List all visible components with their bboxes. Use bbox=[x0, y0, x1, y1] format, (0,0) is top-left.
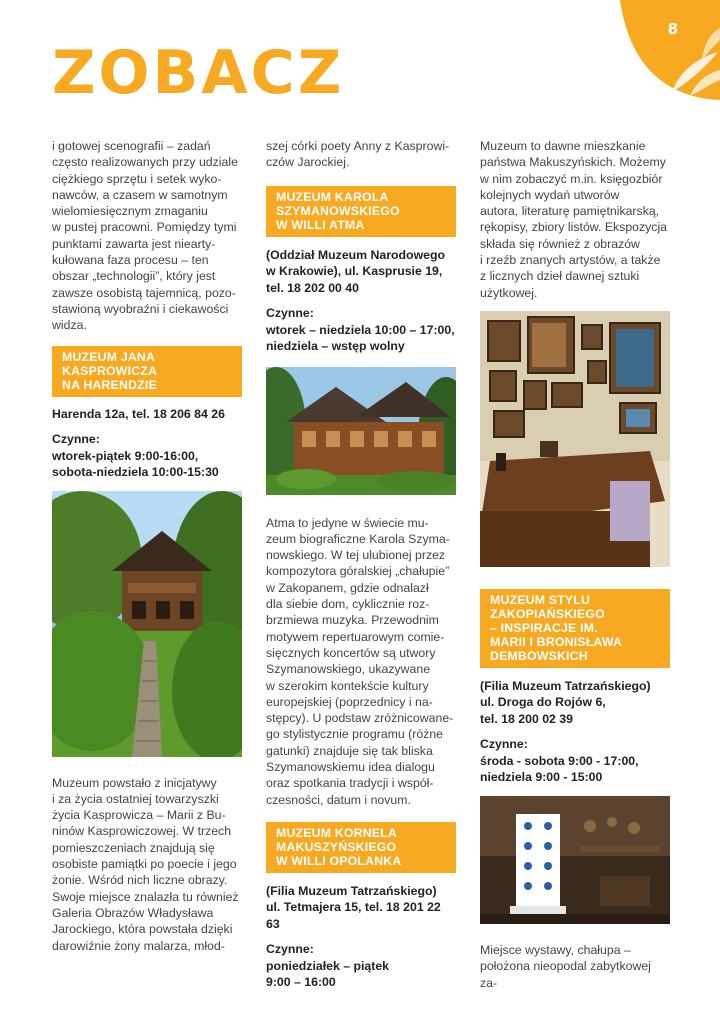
column-middle bbox=[266, 138, 456, 991]
museum-address: (Filia Muzeum Tatrzańskiego) ul. Tetmajera 15, tel. 18 201 22 63 bbox=[266, 883, 441, 931]
museum-heading-kasprowicz: MUZEUM JANA KASPROWICZA NA HARENDZIE bbox=[52, 346, 242, 397]
column-left bbox=[52, 138, 242, 954]
zakopane-style-interior-photo bbox=[480, 796, 670, 924]
harenda-villa-photo bbox=[52, 491, 242, 757]
page-number: 8 bbox=[667, 20, 678, 38]
opening-hours: Czynne: środa - sobota 9:00 - 17:00, niedziela 9:00 - 15:00 bbox=[480, 737, 639, 785]
opening-hours: Czynne: wtorek-piątek 9:00-16:00, sobota-niedziela 10:00-15:30 bbox=[52, 432, 219, 480]
museum-description: Muzeum powstało z inicjatywy i za życia ostatniej towarzyszki życia Kasprowicza – Marii z Bu- ninów Kasprowiczowej. W trzech pomieszczeniach znajdują się osobiste pamiątki po poecie i jego żonie. Wśród nich liczne obrazy. Swoje miejsce znalazła tu również Galeria Obrazów Władysława Jarockiego, która powstała dzięki darowiźnie żony malarza, młod- bbox=[52, 775, 239, 953]
opening-hours: Czynne: poniedziałek – piątek 9:00 – 16:00 bbox=[266, 942, 390, 990]
atma-villa-photo bbox=[266, 367, 456, 495]
column-right bbox=[480, 138, 670, 991]
museum-heading-makuszynski: MUZEUM KORNELA MAKUSZYŃSKIEGO W WILLI OPOLANKA bbox=[266, 822, 456, 873]
museum-address: Harenda 12a, tel. 18 206 84 26 bbox=[52, 406, 225, 421]
opening-hours: Czynne: wtorek – niedziela 10:00 – 17:00, niedziela – wstęp wolny bbox=[266, 306, 455, 354]
museum-heading-szymanowski: MUZEUM KAROLA SZYMANOWSKIEGO W WILLI ATMA bbox=[266, 186, 456, 237]
intro-text: Muzeum to dawne mieszkanie państwa Makuszyńskich. Możemy w nim zobaczyć m.in. księgozbiór kolejnych wydań utworów autora, literaturę pamiętnikarską, rękopisy, zbiory listów. Ekspozycja składa się również z obrazów i rzeźb znanych artystów, a także z licznych dzieł dawnej sztuki użytkowej. bbox=[480, 139, 668, 300]
page-title: ZOBACZ bbox=[52, 38, 345, 108]
museum-address: (Filia Muzeum Tatrzańskiego) ul. Droga do Rojów 6, tel. 18 200 02 39 bbox=[480, 678, 651, 726]
makuszynski-interior-photo bbox=[480, 311, 670, 567]
intro-text: i gotowej scenografii – zadań często realizowanych przy udziale ciężkiego sprzętu i setek wyko- nawców, a czasem w samotnym wielomiesięcznym zmaganiu w pustej pracowni. Pomiędzy tymi punktami zawarta jest niearty- kułowana faza procesu – ten obszar „technologii”, który jest zawsze osobistą tajemnicą, pozo- stawioną wyobraźni i ciekawości widza. bbox=[52, 139, 238, 333]
museum-description: Miejsce wystawy, chałupa – położona nieopodal zabytkowej za- bbox=[480, 942, 651, 990]
intro-text: szej córki poety Anny z Kasprowi- czów Jarockiej. bbox=[266, 139, 450, 170]
corner-leaf-decoration bbox=[610, 0, 720, 100]
museum-address: (Oddział Muzeum Narodowego w Krakowie), ul. Kasprusie 19, tel. 18 202 00 40 bbox=[266, 247, 445, 295]
museum-heading-zakopianski: MUZEUM STYLU ZAKOPIAŃSKIEGO – INSPIRACJE IM. MARII I BRONISŁAWA DEMBOWSKICH bbox=[480, 589, 670, 668]
museum-description: Atma to jedyne w świecie mu- zeum biograficzne Karola Szyma- nowskiego. W tej ulubionej przez kompozytora góralskiej „chałupie” w Zakopanem, gdzie odnalazł dla siebie dom, cyklicznie roz- brzmiewa muzyka. Przewodnim motywem repertuarowym comie- sięcznych koncertów są utwory Szymanowskiego, ukazywane w szerokim kontekście kultury europejskiej (poprzednicy i na- stępcy). U podstaw zróżnicowane- go stylistycznie programu (różne gatunki) znajduje się tak bliska Szymanowskiemu idea dialogu oraz spotkania tradycji i współ- czesności, datum i novum. bbox=[266, 515, 454, 807]
